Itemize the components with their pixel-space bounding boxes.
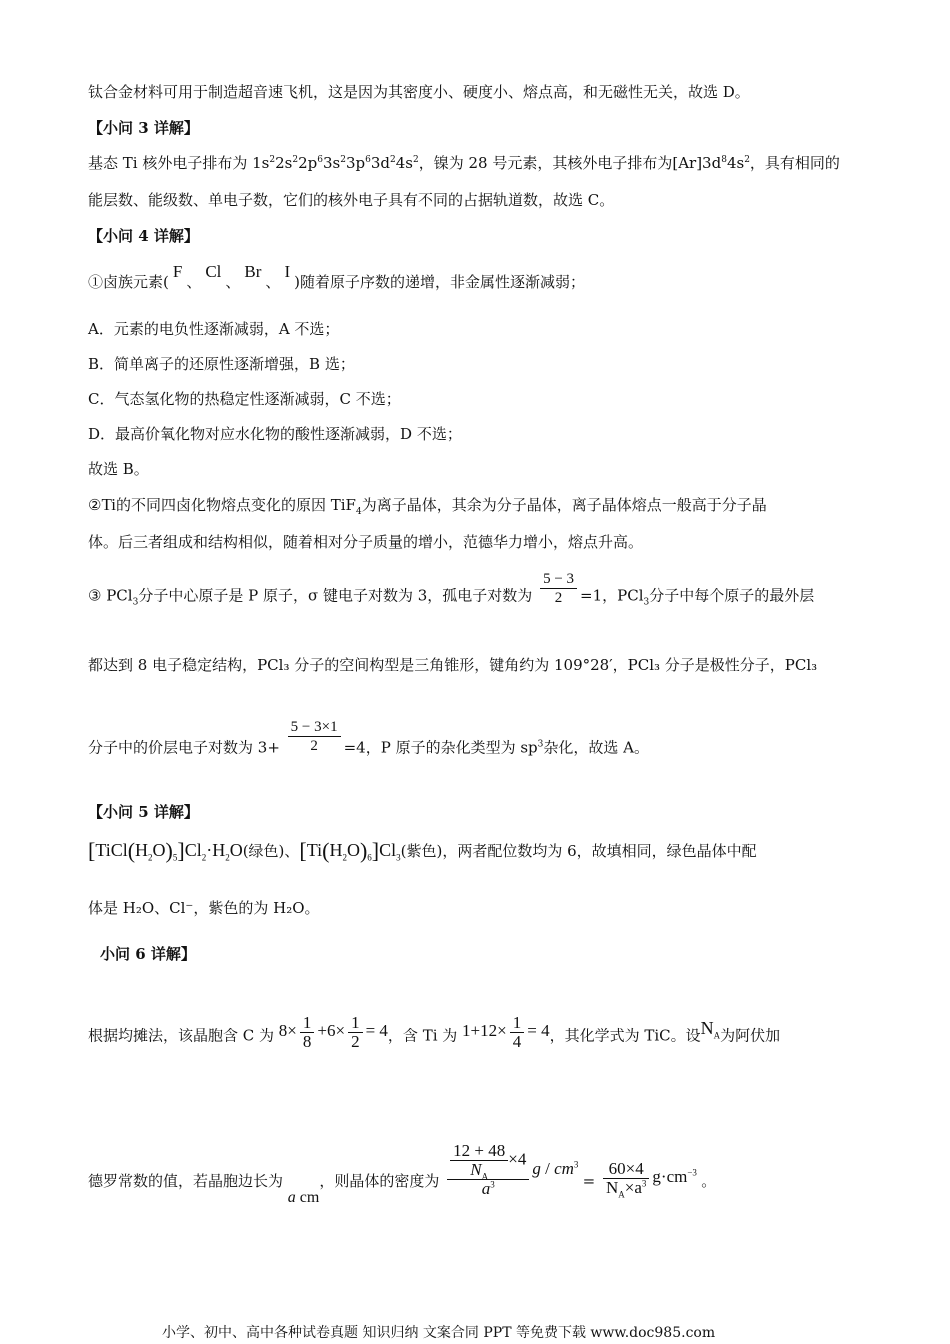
paragraph-q4-ti-line2: 体。后三者组成和结构相似，随着相对分子质量的增小，范德华力增小，熔点升高。	[88, 533, 644, 551]
paragraph-q4-pcl3-line1: ③ PCl$_3$分子中心原子是 P 原子，σ 键电子对数为 3，孤电子对数为 $\frac{5 - 3}{2}$ =1，PCl$_3$分子中每个原子的最外层	[88, 571, 815, 608]
paragraph-q4-halogens: ①卤族元素(F、Cl、Br、I)随着原子序数的递增，非金属性逐渐减弱；	[88, 262, 585, 291]
option-a: A．元素的电负性逐渐减弱，A 不选；	[88, 320, 340, 338]
fraction-lone-pairs: $\frac{5 - 3}{2}$	[540, 570, 577, 607]
formula-purple-complex: $[Ti(H_2O)_6]Cl_3$	[299, 838, 401, 863]
halogen-br: Br	[244, 262, 262, 281]
footer-ad: 小学、初中、高中各种试卷真题 知识归纳 文案合同 PPT 等免费下载 www.doc985.com	[162, 1325, 716, 1341]
heading-q3: 【小问 3 详解】	[88, 119, 199, 137]
heading-q6: 小问 6 详解】	[100, 945, 196, 963]
formula-ti-count: 1+12× $\frac{1}{4}$ = 4	[462, 1013, 550, 1051]
edge-length: a cm	[287, 1188, 320, 1206]
formula-green-complex: $[TiCl(H_2O)_5]Cl_2\cdot H_2O$	[88, 838, 243, 863]
paragraph-q2-conclusion: 钛合金材料可用于制造超音速飞机，这是因为其密度小、硬度小、熔点高，和无磁性无关，故选 D。	[88, 83, 750, 101]
heading-q4: 【小问 4 详解】	[88, 227, 199, 245]
formula-c-count: 8× $\frac{1}{8}$ +6× $\frac{1}{2}$ = 4	[278, 1013, 388, 1051]
paragraph-q5-complexes: $[TiCl(H_2O)_5]Cl_2\cdot H_2O$(绿色)、$[Ti(H_2O)_6]Cl_3$(紫色)，两者配位数均为 6，故填相同，绿色晶体中配	[88, 838, 757, 863]
heading-q5: 【小问 5 详解】	[88, 803, 199, 821]
paragraph-q3-line1: 基态 Ti 核外电子排布为 $1s^22s^22p^63s^23p^63d^24s^2$，镍为 28 号元素，其核外电子排布为$[Ar]3d^84s^2$，具有相同的	[88, 154, 840, 172]
paragraph-q4-pcl3-line3: 分子中的价层电子对数为 3+ $\frac{5 - 3\times 1}{2}$ =4，P 原子的杂化类型为 $sp^3$杂化，故选 A。	[88, 719, 649, 757]
paragraph-q6-line2: 德罗常数的值，若晶胞边长为 a cm，则晶体的密度为 $\frac{12 + 48}{N_A}$ ×4 $a^3$ g / $cm^3$ = $\frac{60\times 4}{N_A\times a^3}$ $g\cdot cm^{-3}$ 。	[88, 1141, 717, 1206]
density-formula-1: $\frac{12 + 48}{N_A}$ ×4 $a^3$ g / $cm^3$	[444, 1159, 583, 1178]
density-formula-2: $\frac{60\times 4}{N_A\times a^3}$ $g\cdot cm^{-3}$	[600, 1167, 701, 1186]
halogen-i: I	[284, 262, 291, 281]
paragraph-q4-pcl3-line2: 都达到 8 电子稳定结构，PCl₃ 分子的空间构型是三角锥形，键角约为 109°28′，PCl₃ 分子是极性分子，PCl₃	[88, 656, 818, 674]
paragraph-q6-line1: 根据均摊法，该晶胞含 C 为 8× $\frac{1}{8}$ +6× $\frac{1}{2}$ = 4，含 Ti 为 1+12× $\frac{1}{4}$ = 4，其化学式为 TiC。设$N_A$为阿伏加	[88, 1013, 781, 1051]
paragraph-q3-line2: 能层数、能级数、单电子数，它们的核外电子具有不同的占据轨道数，故选 C。	[88, 191, 615, 209]
option-d: D．最高价氧化物对应水化物的酸性逐渐减弱，D 不选；	[88, 425, 462, 443]
paragraph-q4-ti-line1: ②Ti的不同四卤化物熔点变化的原因 TiF$_4$为离子晶体，其余为分子晶体，离子晶体熔点一般高于分子晶	[88, 495, 767, 517]
option-b: B．简单离子的还原性逐渐增强，B 选；	[88, 355, 355, 373]
symbol-na: $N_A$	[700, 1018, 721, 1041]
fraction-valence-pairs: $\frac{5 - 3\times 1}{2}$	[288, 718, 341, 755]
halogen-cl: Cl	[205, 262, 222, 281]
paragraph-q5-ligands: 体是 H₂O、Cl⁻，紫色的为 H₂O。	[88, 899, 320, 917]
answer-b: 故选 B。	[88, 460, 149, 478]
option-c: C．气态氢化物的热稳定性逐渐减弱，C 不选；	[88, 390, 401, 408]
halogen-f: F	[172, 262, 183, 281]
